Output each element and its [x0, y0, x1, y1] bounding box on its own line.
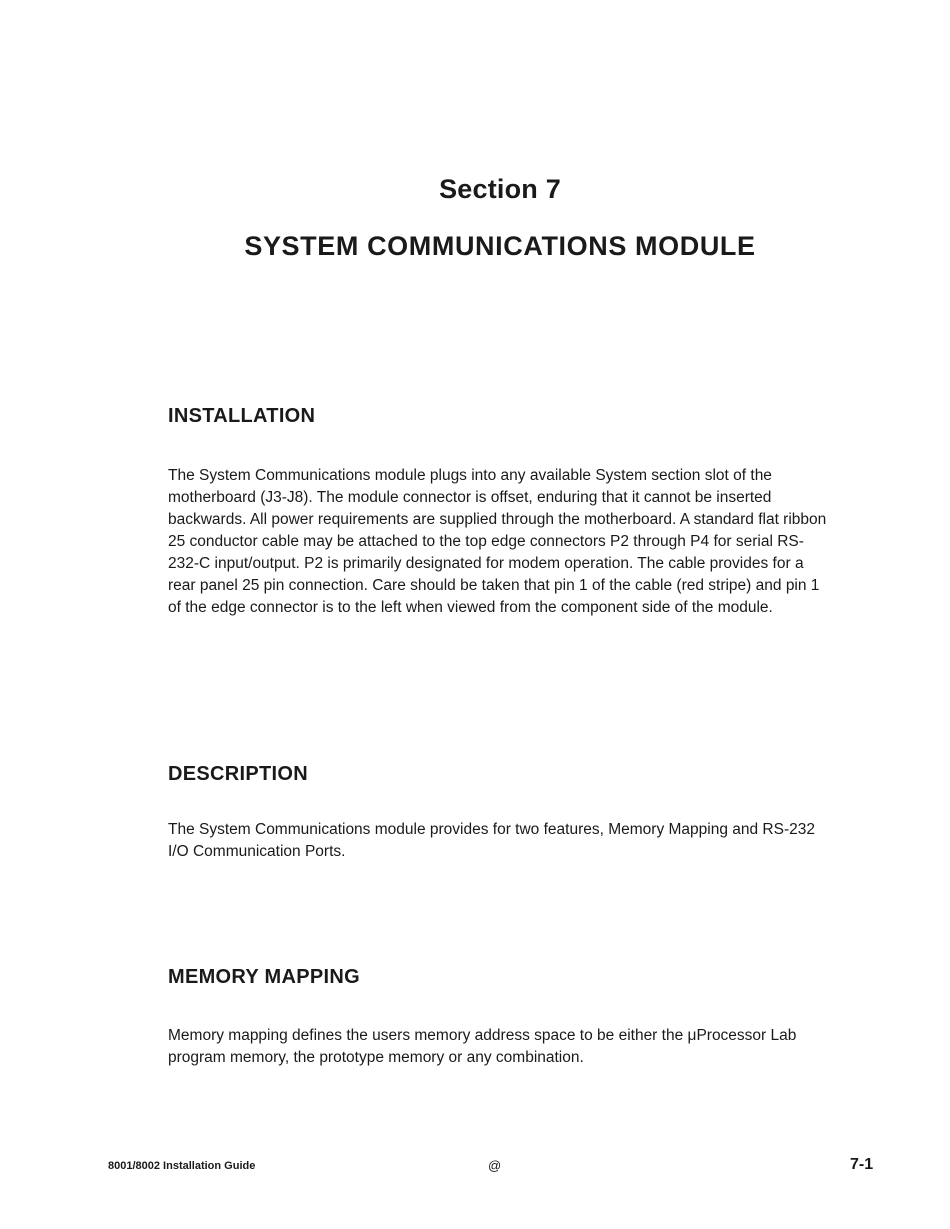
page-number: 7-1 [850, 1156, 874, 1173]
section-title: SYSTEM COMMUNICATIONS MODULE [244, 231, 756, 261]
footer-document-title: 8001/8002 Installation Guide [108, 1160, 256, 1172]
installation-heading: INSTALLATION [168, 405, 316, 427]
memory-mapping-paragraph: Memory mapping defines the users memory address space to be either the μProcessor Lab program memory, the prototype memory or any combination. [168, 1027, 797, 1066]
description-heading: DESCRIPTION [168, 763, 308, 785]
installation-paragraph: The System Communications module plugs into any available System section slot of the motherboard (J3-J8). The module connector is offset, enduring that it cannot be inserted backwards. All power requirements are supplied through the motherboard. A standard flat ribbon 25 conductor cable may be attached to the top edge connectors P2 through P4 for serial RS-232-C input/output. P2 is primarily designated for modem operation. The cable provides for a rear panel 25 pin connection. Care should be taken that pin 1 of the cable (red stripe) and pin 1 of the edge connector is to the left when viewed from the component side of the module. [168, 467, 827, 616]
footer-mark: @ [488, 1158, 502, 1173]
memory-mapping-heading: MEMORY MAPPING [168, 966, 360, 988]
description-paragraph: The System Communications module provides for two features, Memory Mapping and RS-232 I/O Communication Ports. [168, 821, 815, 860]
section-number: Section 7 [439, 174, 561, 204]
